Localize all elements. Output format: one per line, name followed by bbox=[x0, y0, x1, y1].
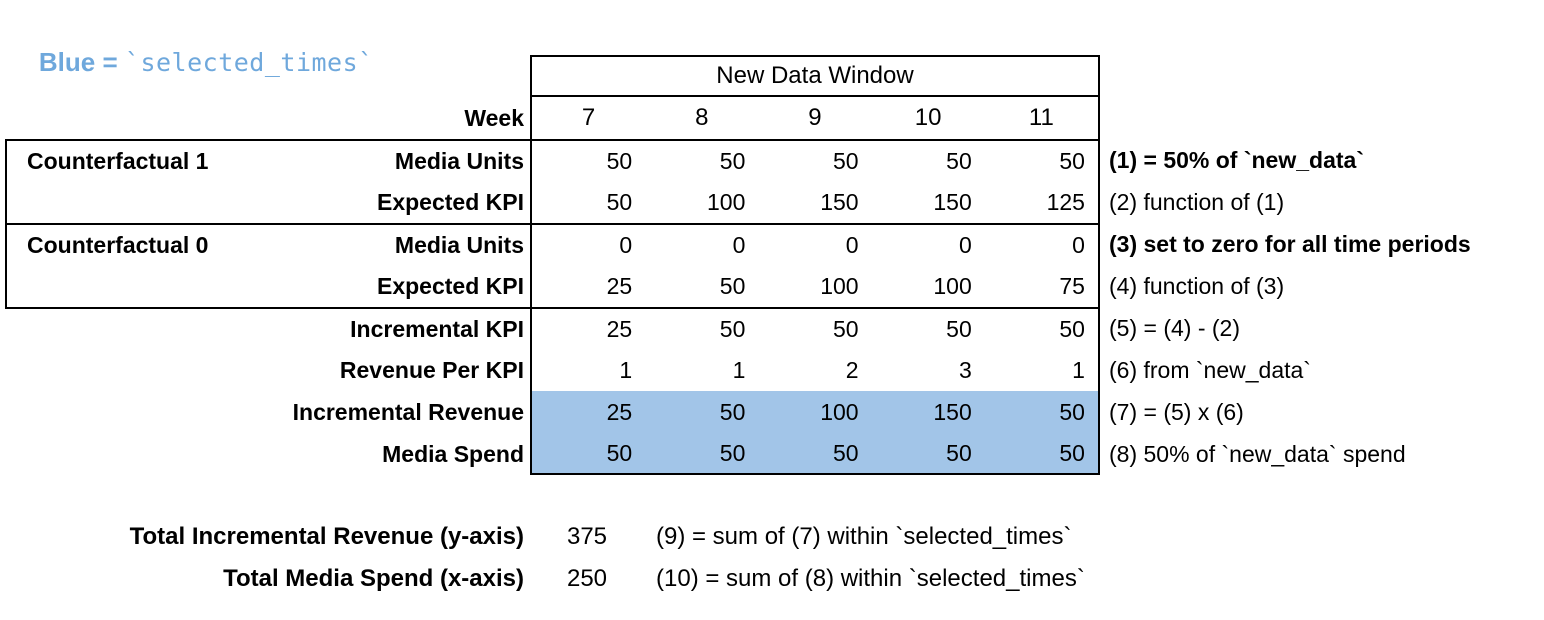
row-note: (4) function of (3) bbox=[1109, 272, 1285, 299]
group-label-counterfactual-0: Counterfactual 0 bbox=[27, 231, 209, 258]
row-cf0-media-units bbox=[5, 223, 1471, 265]
data-cell: 50 bbox=[1059, 439, 1085, 466]
data-cell: 1 bbox=[619, 356, 633, 383]
row-label: Incremental KPI bbox=[350, 315, 524, 342]
data-cell: 50 bbox=[606, 188, 633, 215]
row-media-spend bbox=[5, 433, 1471, 475]
counterfactual-table bbox=[5, 55, 1471, 475]
data-cell: 150 bbox=[933, 188, 972, 215]
data-cell: 50 bbox=[719, 272, 746, 299]
data-cell: 150 bbox=[820, 188, 859, 215]
legend-code: `selected_times` bbox=[124, 48, 374, 77]
data-cell: 25 bbox=[606, 272, 633, 299]
row-note: (5) = (4) - (2) bbox=[1109, 314, 1240, 341]
row-note: (3) set to zero for all time periods bbox=[1109, 230, 1471, 257]
data-cell: 100 bbox=[707, 188, 746, 215]
data-cells-highlighted bbox=[530, 391, 1100, 433]
total-media-spend-row bbox=[5, 558, 1085, 600]
data-cell: 1 bbox=[1072, 356, 1085, 383]
total-value: 375 bbox=[566, 523, 608, 550]
row-revenue-per-kpi bbox=[5, 349, 1471, 391]
data-cell: 50 bbox=[606, 439, 633, 466]
data-cell: 50 bbox=[1059, 147, 1085, 174]
table-row-week bbox=[5, 97, 1471, 139]
data-cell: 50 bbox=[719, 439, 746, 466]
week-cell: 11 bbox=[1028, 104, 1054, 131]
total-note: (9) = sum of (7) within `selected_times` bbox=[656, 523, 1072, 550]
data-cell: 0 bbox=[1072, 231, 1085, 258]
data-cell: 0 bbox=[732, 231, 746, 258]
data-cell: 100 bbox=[933, 272, 972, 299]
totals-section bbox=[5, 516, 1085, 600]
data-cell: 50 bbox=[719, 147, 746, 174]
row-incremental-revenue bbox=[5, 391, 1471, 433]
data-cells bbox=[530, 307, 1100, 349]
data-cell: 50 bbox=[1059, 315, 1085, 342]
data-cell: 50 bbox=[946, 439, 972, 466]
data-cell: 50 bbox=[946, 147, 972, 174]
week-cell: 9 bbox=[808, 104, 822, 131]
data-cell: 25 bbox=[606, 315, 633, 342]
row-note: (1) = 50% of `new_data` bbox=[1109, 146, 1364, 173]
data-cell: 50 bbox=[1059, 398, 1085, 425]
data-cell: 50 bbox=[832, 147, 859, 174]
week-cell: 8 bbox=[695, 104, 709, 131]
week-cell: 10 bbox=[914, 104, 942, 131]
total-incremental-revenue-row bbox=[5, 516, 1085, 558]
data-cell: 150 bbox=[933, 398, 972, 425]
row-note: (7) = (5) x (6) bbox=[1109, 398, 1244, 425]
data-cell: 50 bbox=[719, 398, 746, 425]
table-row-header bbox=[5, 55, 1471, 97]
row-note: (6) from `new_data` bbox=[1109, 356, 1311, 383]
table-header: New Data Window bbox=[530, 55, 1100, 97]
row-label: Media Spend bbox=[382, 440, 524, 467]
data-cells bbox=[530, 139, 1100, 181]
row-cf1-media-units bbox=[5, 139, 1471, 181]
data-cell: 50 bbox=[832, 439, 859, 466]
row-label: Revenue Per KPI bbox=[339, 356, 524, 383]
data-cell: 0 bbox=[619, 231, 633, 258]
week-cells bbox=[530, 97, 1100, 139]
header-note-spacer bbox=[1100, 55, 1471, 97]
group-label-counterfactual-1: Counterfactual 1 bbox=[27, 147, 209, 174]
data-cells bbox=[530, 223, 1100, 265]
total-label: Total Incremental Revenue (y-axis) bbox=[129, 523, 524, 550]
data-cell: 3 bbox=[958, 356, 972, 383]
data-cell: 25 bbox=[606, 398, 633, 425]
data-cell: 1 bbox=[732, 356, 746, 383]
legend-label: Blue = bbox=[38, 47, 125, 77]
total-value: 250 bbox=[566, 565, 608, 592]
row-cf1-expected-kpi bbox=[5, 181, 1471, 223]
data-cells bbox=[530, 265, 1100, 307]
row-label: Incremental Revenue bbox=[292, 398, 524, 425]
data-cell: 50 bbox=[946, 315, 972, 342]
data-cell: 125 bbox=[1046, 188, 1085, 215]
row-note: (2) function of (1) bbox=[1109, 188, 1285, 215]
week-label: Week bbox=[464, 104, 524, 131]
data-cell: 0 bbox=[958, 231, 972, 258]
total-label: Total Media Spend (x-axis) bbox=[223, 565, 524, 592]
data-cell: 2 bbox=[845, 356, 859, 383]
data-cell: 75 bbox=[1059, 272, 1085, 299]
data-cell: 50 bbox=[832, 315, 859, 342]
row-cf0-expected-kpi bbox=[5, 265, 1471, 307]
week-label-region bbox=[5, 97, 530, 139]
data-cells-highlighted bbox=[530, 433, 1100, 475]
week-cell: 7 bbox=[581, 104, 596, 131]
data-cells bbox=[530, 181, 1100, 223]
header-spacer bbox=[5, 55, 530, 97]
data-cell: 0 bbox=[845, 231, 859, 258]
total-note: (10) = sum of (8) within `selected_times` bbox=[656, 565, 1085, 592]
row-label: Media Units bbox=[394, 147, 524, 174]
data-cells bbox=[530, 349, 1100, 391]
data-cell: 50 bbox=[719, 315, 746, 342]
data-cell: 100 bbox=[820, 398, 859, 425]
data-cell: 100 bbox=[820, 272, 859, 299]
data-cell: 50 bbox=[606, 147, 633, 174]
row-label: Expected KPI bbox=[377, 272, 524, 299]
row-incremental-kpi bbox=[5, 307, 1471, 349]
row-label: Expected KPI bbox=[377, 188, 524, 215]
row-label: Media Units bbox=[394, 231, 524, 258]
row-note: (8) 50% of `new_data` spend bbox=[1109, 440, 1406, 467]
